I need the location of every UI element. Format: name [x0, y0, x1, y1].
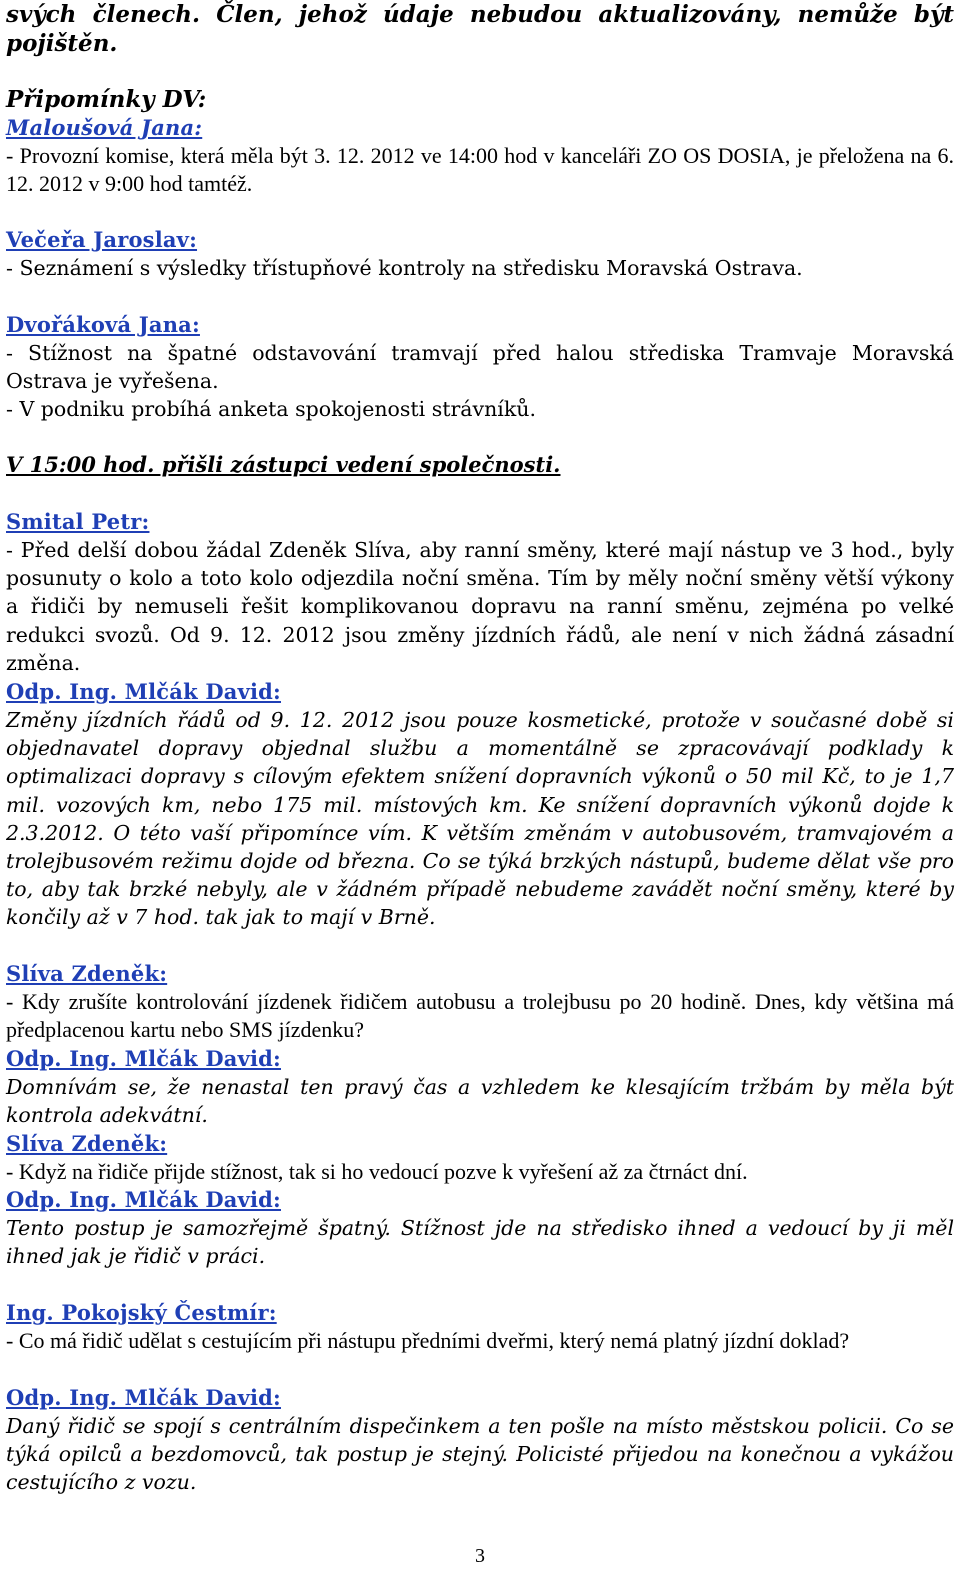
question-sliva-1: - Kdy zrušíte kontrolování jízdenek řidičem autobusu a trolejbusu po 20 hodině. Dnes, kdy většina má předplacenou kartu nebo SMS jízdenku?	[6, 989, 954, 1043]
dv-item-2: - Seznámení s výsledky třístupňové kontroly na středisku Moravská Ostrava.	[6, 256, 803, 280]
dv-item-4: - V podniku probíhá anketa spokojenosti strávníků.	[6, 397, 536, 421]
reply-mlcak-3: Tento postup je samozřejmě špatný. Stížnost jde na středisko ihned a vedoucí by ji měl ihned jak je řidič v práci.	[6, 1216, 954, 1269]
question-pokojsky: - Co má řidič udělat s cestujícím při nástupu předními dveřmi, který nemá platný jízdní doklad?	[6, 1328, 850, 1353]
speaker-smital: Smital Petr:	[6, 509, 150, 534]
intro-line-1: svých členech. Člen, jehož údaje nebudou aktualizovány, nemůže být	[6, 1, 954, 28]
arrival-note: V 15:00 hod. přišli zástupci vedení společnosti.	[6, 452, 561, 477]
speaker-sliva-2: Slíva Zdeněk:	[6, 1131, 168, 1156]
reply-speaker-mlcak-1: Odp. Ing. Mlčák David:	[6, 679, 281, 704]
speaker-vecera: Večeřa Jaroslav:	[6, 227, 198, 252]
speaker-sliva-1: Slíva Zdeněk:	[6, 961, 168, 986]
question-smital: - Před delší dobou žádal Zdeněk Slíva, aby ranní směny, které mají nástup ve 3 hod., byly posunuty o kolo a toto kolo odjezdila noční směna. Tím by měly noční směny větší výkony a řidiči by nemuseli řešit komplikovanou dopravu na ranní směnu, zejména po velké redukci svozů. Od 9. 12. 2012 jsou změny jízdních řádů, ale není v nich žádná zásadní změna.	[6, 538, 954, 675]
speaker-malousova: Maloušová Jana:	[6, 115, 203, 140]
intro-line-2: pojištěn.	[6, 30, 118, 57]
question-sliva-2: - Když na řidiče přijde stížnost, tak si ho vedoucí pozve k vyřešení až za čtrnáct dní.	[6, 1159, 748, 1184]
reply-mlcak-4: Daný řidič se spojí s centrálním dispečinkem a ten pošle na místo městskou policii. Co se týká opilců a bezdomovců, tak postup je stejný. Policisté přijedou na konečnou a vykážou cestujícího z vozu.	[6, 1414, 954, 1495]
speaker-pokojsky: Ing. Pokojský Čestmír:	[6, 1300, 277, 1325]
dv-item-1: - Provozní komise, která měla být 3. 12. 2012 ve 14:00 hod v kanceláři ZO OS DOSIA, je přeložena na 6. 12. 2012 v 9:00 hod tamtéž.	[6, 143, 954, 197]
page-number: 3	[475, 1545, 485, 1567]
reply-mlcak-2: Domnívám se, že nenastal ten pravý čas a vzhledem ke klesajícím tržbám by měla být kontrola adekvátní.	[6, 1075, 954, 1128]
intro-paragraph	[6, 0, 954, 58]
dv-item-3: - Stížnost na špatné odstavování tramvají před halou střediska Tramvaje Moravská Ostrava je vyřešena.	[6, 341, 954, 394]
reply-speaker-mlcak-2: Odp. Ing. Mlčák David:	[6, 1046, 281, 1071]
speaker-dvorakova: Dvořáková Jana:	[6, 312, 200, 337]
reply-mlcak-1: Změny jízdních řádů od 9. 12. 2012 jsou pouze kosmetické, protože v současné době si objednavatel dopravy objednal službu a momentálně se zpracovávají podklady k optimalizaci dopravy s cílovým efektem snížení dopravních výkonů o 50 mil Kč, to je 1,7 mil. vozových km, nebo 175 mil. místových km. Ke snížení dopravních výkonů dojde k 2.3.2012. O této vaší připomínce vím. K větším změnám v autobusovém, tramvajovém a trolejbusovém režimu dojde od března. Co se týká brzkých nástupů, budeme dělat vše pro to, aby tak brzké nebyly, ale v žádném případě nebudeme zavádět noční směny, které by končily až v 7 hod. tak jak to mají v Brně.	[6, 708, 954, 930]
reply-speaker-mlcak-4: Odp. Ing. Mlčák David:	[6, 1385, 281, 1410]
dv-heading: Připomínky DV:	[6, 86, 207, 113]
reply-speaker-mlcak-3: Odp. Ing. Mlčák David:	[6, 1187, 281, 1212]
